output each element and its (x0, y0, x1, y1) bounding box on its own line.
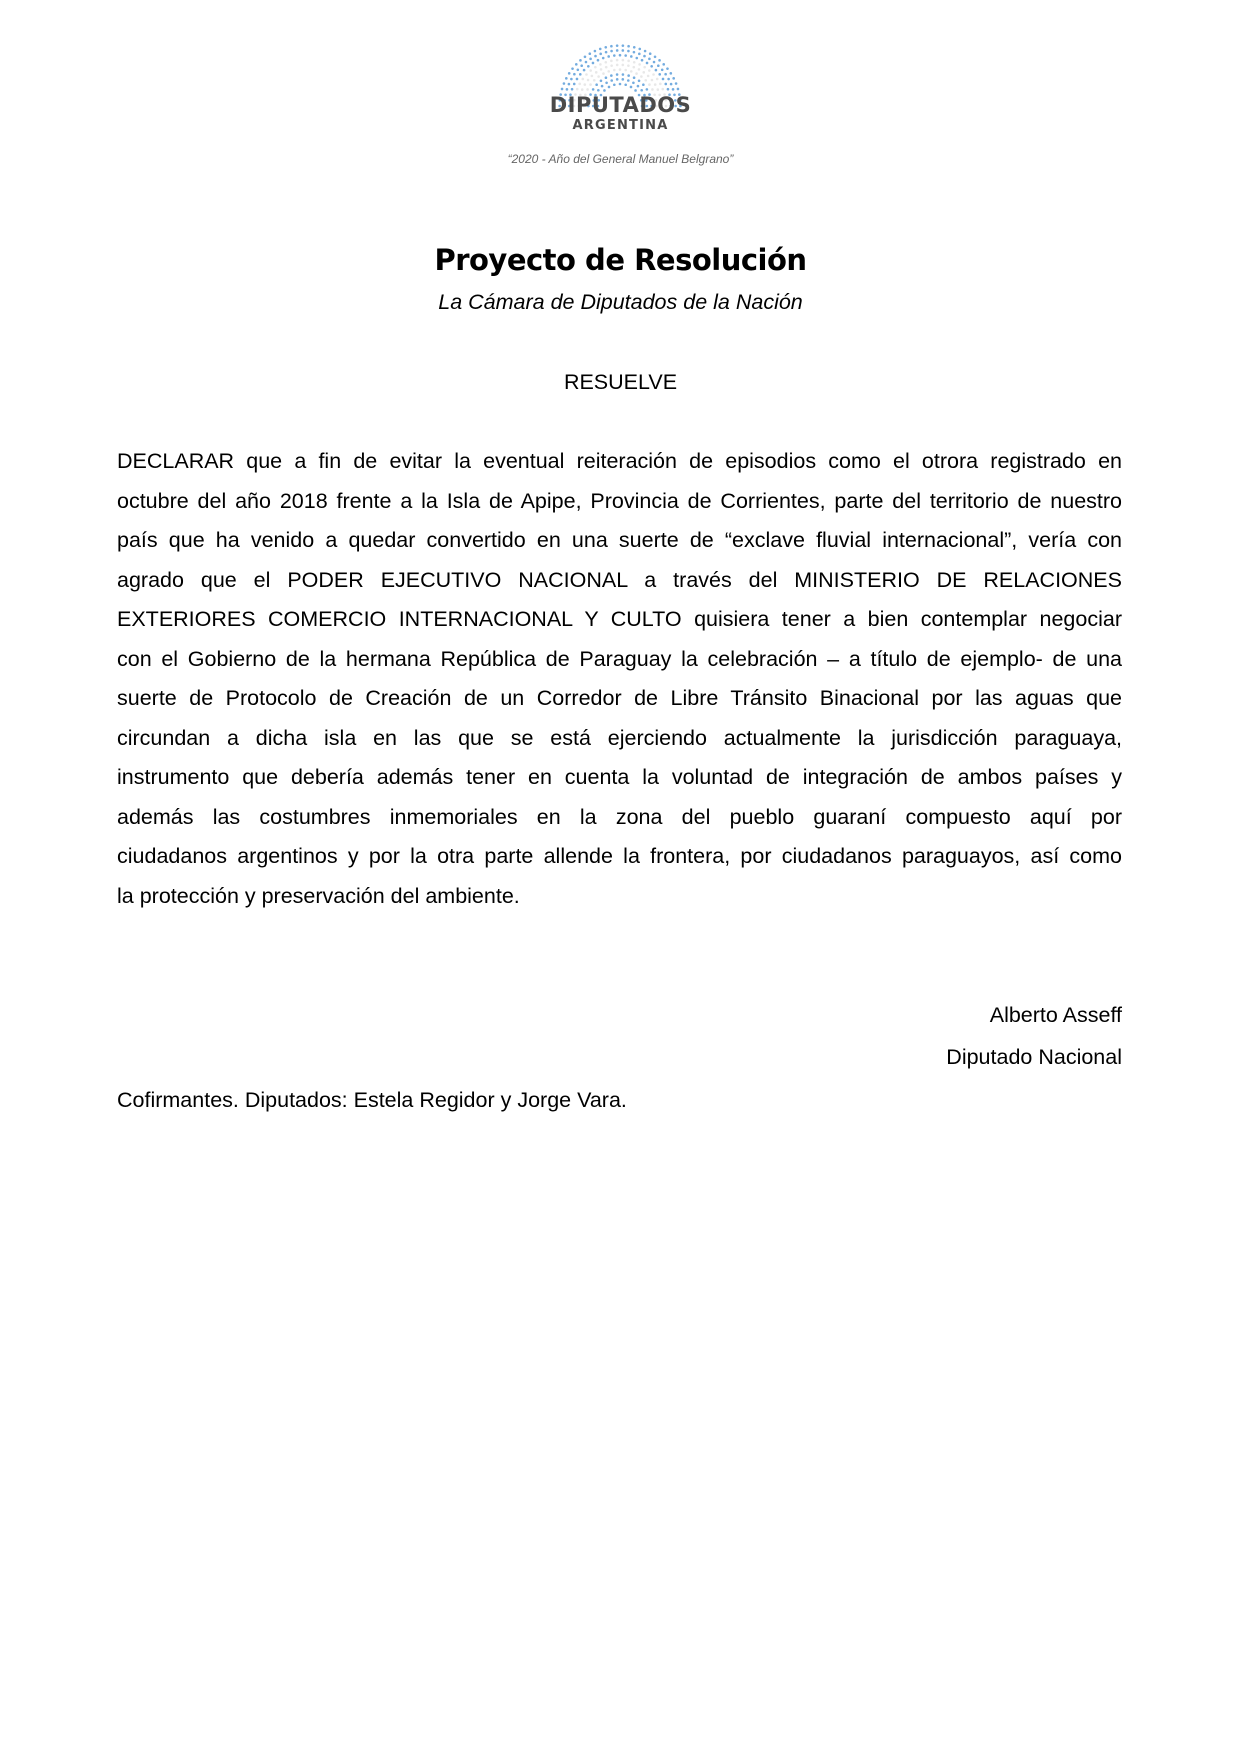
logo-seat-dot (591, 75, 594, 78)
logo-seat-dot (640, 89, 643, 92)
logo-seat-dot (573, 73, 576, 76)
logo-seat-dot (597, 59, 600, 62)
logo-seat-dot (568, 83, 571, 86)
logo-seat-dot (664, 73, 667, 76)
logo-seat-dot (641, 59, 644, 62)
signer-name: Alberto Asseff (989, 1003, 1122, 1027)
logo-seat-dot (600, 79, 603, 82)
logo-seat-dot (662, 78, 665, 81)
logo-seat-dot (576, 88, 579, 91)
logo-subtitle: ARGENTINA (572, 118, 669, 133)
paragraph-line: la protección y preservación del ambiente. (117, 883, 520, 908)
logo-seat-dot (643, 55, 646, 58)
paragraph-line: circundan a dicha isla en las que se está ejerciendo actualmente la jurisdicción paraguaya, (117, 725, 1122, 750)
logo-seat-dot (573, 83, 576, 86)
paragraph-line: con el Gobierno de la hermana República de Paraguay la celebración – a título de ejemplo- de una (117, 646, 1122, 671)
logo-seat-dot (577, 68, 580, 71)
logo-seat-dot (581, 88, 584, 91)
logo-seat-dot (616, 73, 619, 76)
logo-seat-dot (613, 83, 616, 86)
logo-seat-dot (571, 67, 574, 70)
paragraph-line: país que ha venido a quedar convertido en una suerte de “exclave fluvial internacional”, vería con (117, 528, 1122, 552)
logo-seat-dot (619, 68, 622, 71)
logo-seat-dot (605, 81, 608, 84)
logo-seat-dot (561, 88, 564, 91)
paragraph-line: agrado que el PODER EJECUTIVO NACIONAL a través del MINISTERIO DE RELACIONES (117, 567, 1122, 592)
logo-seat-dot (601, 85, 604, 88)
paragraph-line: octubre del año 2018 frente a la Isla de Apipe, Provincia de Corrientes, parte del territorio de nuestro (117, 488, 1122, 513)
logo-seat-dot (594, 66, 597, 69)
logo-seat-dot (648, 69, 651, 72)
logo-seat-dot (619, 83, 622, 86)
logo-seat-dot (616, 78, 619, 81)
logo-seat-dot (581, 78, 584, 81)
logo-seat-dot (605, 51, 608, 54)
logo-seat-dot (648, 83, 651, 86)
logo-seat-dot (599, 63, 602, 66)
logo-seat-dot (613, 69, 616, 72)
logo-seat-dot (587, 79, 590, 82)
logo-seat-dot (604, 46, 607, 49)
logo-seat-dot (613, 54, 616, 57)
logo-seat-dot (655, 69, 658, 72)
logo-seat-dot (666, 67, 669, 70)
logo-seat-dot (637, 85, 640, 88)
logo-seat-dot (589, 58, 592, 61)
logo-seat-dot (670, 72, 673, 75)
logo-seat-dot (646, 88, 649, 91)
logo-seat-dot (604, 61, 607, 64)
logo-seat-dot (648, 58, 651, 61)
logo-seat-dot (602, 72, 605, 75)
logo-seat-dot (627, 60, 630, 63)
logo-seat-dot (672, 77, 675, 80)
logo-seat-dot (595, 83, 598, 86)
logo-seat-dot (652, 73, 655, 76)
logo-seat-dot (651, 79, 654, 82)
logo-seat-dot (672, 88, 675, 91)
logo-name: DIPUTADOS (549, 93, 692, 117)
logo-seat-dot (644, 79, 647, 82)
logo-seat-dot (622, 73, 625, 76)
logo-seat-dot (585, 73, 588, 76)
logo-seat-dot (662, 63, 665, 66)
logo-seat-dot (593, 79, 596, 82)
logo-seat-dot (656, 88, 659, 91)
logo-seat-dot (624, 69, 627, 72)
logo-seat-dot (570, 78, 573, 81)
logo-seat-dot (670, 83, 673, 86)
paragraph-line: instrumento que debería además tener en cuenta la voluntad de integración de ambos países y (117, 765, 1122, 789)
logo-seat-dot (633, 46, 636, 49)
logo-seat-dot (571, 88, 574, 91)
logo-seat-dot (633, 76, 636, 79)
logo-seat-dot (568, 72, 571, 75)
logo-seat-dot (627, 50, 630, 53)
logo-seat-dot (622, 78, 625, 81)
logo-seat-dot (677, 88, 680, 91)
logo-seat-dot (651, 88, 654, 91)
logo-seat-dot (592, 62, 595, 65)
logo-seat-dot (610, 45, 613, 48)
logo-seat-dot (630, 86, 633, 89)
logo-seat-dot (640, 75, 643, 78)
logo-seat-dot (675, 82, 678, 85)
logo-seat-dot (607, 55, 610, 58)
logo-seat-dot (578, 83, 581, 86)
logo-seat-dot (635, 72, 638, 75)
paragraph-line: EXTERIORES COMERCIO INTERNACIONAL Y CULTO quisiera tener a bien contemplar negociar (117, 607, 1122, 631)
logo-seat-dot (610, 79, 613, 82)
logo-seat-dot (654, 83, 657, 86)
logo-seat-dot (605, 76, 608, 79)
logo-seat-dot (653, 61, 656, 64)
logo-seat-dot (656, 78, 659, 81)
logo-seat-dot (659, 83, 662, 86)
logo-seat-dot (584, 55, 587, 58)
resolution-paragraph (117, 447, 1122, 921)
logo-seat-dot (650, 65, 653, 68)
logo-seat-dot (566, 88, 569, 91)
logo-seat-dot (616, 44, 619, 47)
logo-seat-dot (619, 54, 622, 57)
logo-seat-dot (622, 44, 625, 47)
logo-seat-dot (622, 59, 625, 62)
logo-seat-dot (644, 50, 647, 53)
logo-seat-dot (585, 61, 588, 64)
logo-seat-dot (634, 89, 637, 92)
logo-seat-dot (610, 64, 613, 67)
logo-seat-dot (589, 83, 592, 86)
logo-seat-dot (610, 74, 613, 77)
logo-seat-dot (599, 48, 602, 51)
document-subtitle: La Cámara de Diputados de la Nación (438, 290, 803, 314)
logo-seat-dot (638, 53, 641, 56)
logo-seat-dot (647, 75, 650, 78)
logo-seat-dot (654, 55, 657, 58)
logo-seat-dot (630, 55, 633, 58)
logo-seat-dot (563, 82, 566, 85)
logo-seat-dot (592, 88, 595, 91)
logo-seat-dot (643, 66, 646, 69)
logo-seat-dot (624, 54, 627, 57)
logo-seat-dot (646, 62, 649, 65)
logo-seat-dot (661, 88, 664, 91)
logo-seat-dot (610, 50, 613, 53)
logo-seat-dot (627, 45, 630, 48)
logo-seat-dot (638, 79, 641, 82)
logo-seat-dot (649, 52, 652, 55)
logo-seat-dot (658, 73, 661, 76)
logo-seat-dot (622, 64, 625, 67)
logo-seat-dot (600, 68, 603, 71)
paragraph-line: además las costumbres inmemoriales en la zona del pueblo guaraní compuesto aquí por (117, 804, 1122, 829)
logo-seat-dot (658, 59, 661, 62)
logo-seat-dot (587, 65, 590, 68)
logo-seat-dot (632, 81, 635, 84)
logo-seat-dot (586, 88, 589, 91)
logo-seat-dot (664, 83, 667, 86)
logo-seat-dot (597, 89, 600, 92)
logo-seat-dot (594, 55, 597, 58)
logo-seat-dot (575, 63, 578, 66)
logo-seat-dot (583, 83, 586, 86)
logo-seat-dot (635, 57, 638, 60)
logo-seat-dot (599, 53, 602, 56)
logo-seat-dot (605, 66, 608, 69)
logo-seat-dot (624, 83, 627, 86)
cosigners: Cofirmantes. Diputados: Estela Regidor y Jorge Vara. (117, 1088, 627, 1112)
logo-seat-dot (638, 48, 641, 51)
paragraph-line: ciudadanos argentinos y por la otra parte allende la frontera, por ciudadanos paraguayos, así como (117, 844, 1122, 868)
logo-seat-dot (627, 64, 630, 67)
logo-seat-dot (583, 69, 586, 72)
paragraph-line: DECLARAR que a fin de evitar la eventual reiteración de episodios como el otrora registrado en (117, 449, 1122, 473)
logo-seat-dot (642, 71, 645, 74)
logo-seat-dot (633, 51, 636, 54)
logo-seat-dot (607, 70, 610, 73)
logo-seat-dot (595, 71, 598, 74)
logo-seat-dot (579, 59, 582, 62)
logo-seat-dot (657, 64, 660, 67)
resuelve-heading: RESUELVE (563, 370, 678, 394)
signer-role: Diputado Nacional (946, 1045, 1122, 1069)
logo-seat-dot (633, 61, 636, 64)
logo-seat-dot (616, 64, 619, 67)
logo-seat-dot (667, 88, 670, 91)
document-title: Proyecto de Resolución (434, 243, 807, 277)
motto: “2020 - Año del General Manuel Belgrano” (507, 152, 734, 166)
logo-seat-dot (580, 64, 583, 67)
logo-seat-dot (579, 73, 582, 76)
logo-seat-dot (594, 50, 597, 53)
logo-seat-dot (597, 75, 600, 78)
logo-seat-dot (642, 83, 645, 86)
logo-seat-dot (622, 49, 625, 52)
logo-seat-dot (610, 60, 613, 63)
logo-seat-dot (661, 68, 664, 71)
logo-seat-dot (630, 70, 633, 73)
logo-seat-dot (565, 77, 568, 80)
logo-seat-dot (627, 79, 630, 82)
logo-seat-dot (638, 68, 641, 71)
logo-seat-dot (627, 74, 630, 77)
logo-seat-dot (632, 66, 635, 69)
logo-seat-dot (589, 69, 592, 72)
logo-seat-dot (616, 49, 619, 52)
paragraph-line: suerte de Protocolo de Creación de un Corredor de Libre Tránsito Binacional por las aguas que (117, 686, 1122, 710)
logo-seat-dot (589, 52, 592, 55)
logo-seat-dot (616, 59, 619, 62)
logo-seat-dot (602, 57, 605, 60)
logo-seat-dot (638, 63, 641, 66)
logo-seat-dot (576, 78, 579, 81)
logo-seat-dot (608, 86, 611, 89)
logo-seat-dot (667, 78, 670, 81)
logo-seat-dot (603, 89, 606, 92)
